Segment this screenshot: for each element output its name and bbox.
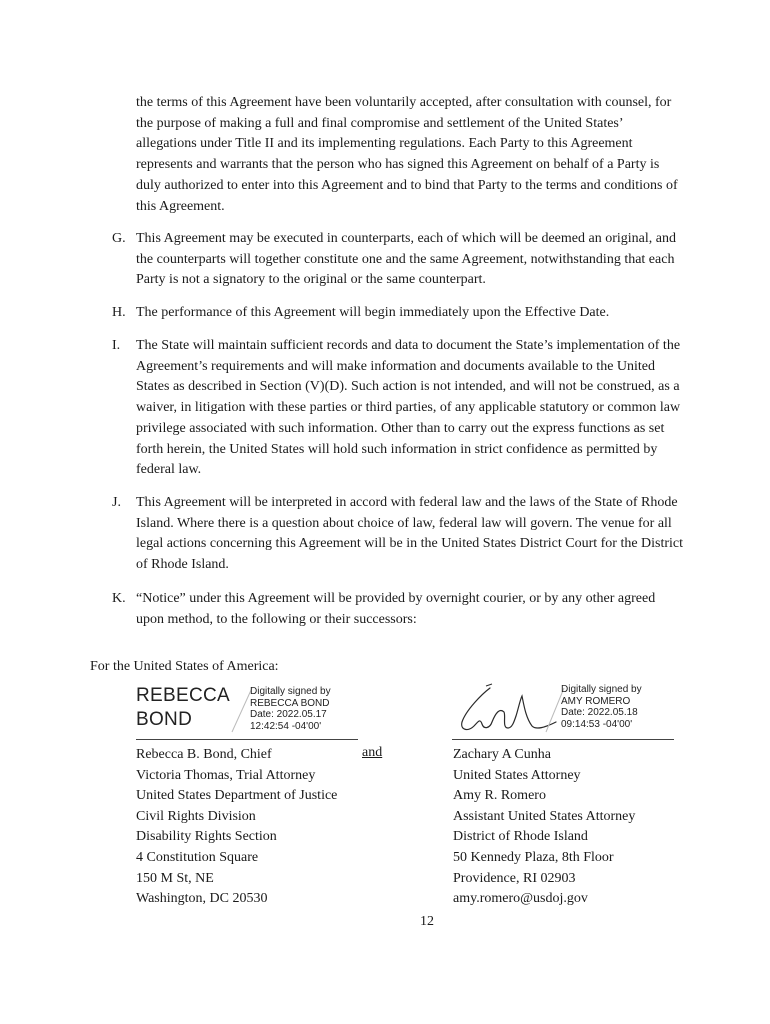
- address-line: Civil Rights Division: [136, 808, 256, 824]
- email-link[interactable]: amy.romero@usdoj.gov: [453, 891, 588, 907]
- clause-letter: I.: [112, 338, 121, 353]
- clause-letter: K.: [112, 591, 126, 606]
- address-line: 4 Constitution Square: [136, 849, 259, 865]
- clause-text: The performance of this Agreement will begin immediately upon the Effective Date.: [136, 305, 610, 320]
- continuation-paragraph: the terms of this Agreement have been voluntarily accepted, after consultation with counsel, for the purpose of making a full and final compromise and settlement of the United States’ allegations under Title II and its implementing regulations. Each Party to this Agreement represents and warrants that the person who has signed this Agreement on behalf of a Party is duly authorized to enter into this Agreement and to bind that Party to the terms and conditions of this Agreement.: [136, 95, 678, 214]
- right-address-block: [453, 745, 635, 910]
- signature-line: [452, 739, 674, 740]
- clause-j: [112, 493, 684, 576]
- address-line: Victoria Thomas, Trial Attorney: [136, 767, 316, 783]
- address-line: United States Department of Justice: [136, 788, 338, 804]
- left-address-block: [136, 745, 337, 910]
- signature-line: [136, 739, 358, 740]
- clause-text: The State will maintain sufficient records and data to document the State’s implementation of the Agreement’s requirements and will make information and documents available to the United States as described in Section (V)(D). Such action is not intended, and will not be construed, as a waiver, in litigation with these parties or third parties, of any applicable statutory or common law privilege associated with such information. Other than to carry out the express functions as set forth herein, the United States will hold such information in strict confidence as permitted by federal law.: [136, 338, 681, 478]
- signature-name: REBECCA BOND: [136, 685, 230, 730]
- page-number: 12: [420, 914, 434, 929]
- address-line: United States Attorney: [453, 767, 581, 783]
- signature-metadata: Digitally signed by AMY ROMERO Date: 2022.05.18 09:14:53 -04'00': [561, 684, 642, 730]
- clause-h: [112, 303, 684, 324]
- address-line: Disability Rights Section: [136, 829, 277, 845]
- clause-text: “Notice” under this Agreement will be provided by overnight courier, or by any other agreed upon method, to the following or their successors:: [136, 591, 656, 627]
- address-line: Zachary A Cunha: [453, 747, 551, 762]
- signature-rebecca-bond: [136, 684, 366, 740]
- clause-letter: H.: [112, 305, 126, 320]
- address-line: Providence, RI 02903: [453, 870, 576, 886]
- clause-i: [112, 336, 684, 481]
- address-line: Rebecca B. Bond, Chief: [136, 747, 272, 762]
- for-united-states-heading: For the United States of America:: [90, 659, 279, 674]
- address-line: 150 M St, NE: [136, 870, 214, 886]
- and-conjunction: and: [362, 745, 383, 760]
- address-line: Amy R. Romero: [453, 788, 546, 804]
- clause-k: [112, 589, 684, 630]
- clause-letter: J.: [112, 495, 121, 510]
- address-line: Assistant United States Attorney: [453, 808, 636, 824]
- address-line: District of Rhode Island: [453, 829, 588, 845]
- address-line: 50 Kennedy Plaza, 8th Floor: [453, 849, 614, 865]
- clause-text: This Agreement may be executed in counterparts, each of which will be deemed an original, and the counterparts will together constitute one and the same Agreement, notwithstanding that each Party is not a signatory to the original or the same counterpart.: [136, 231, 676, 288]
- signature-amy-romero: [452, 682, 682, 740]
- clause-g: [112, 229, 684, 291]
- clause-text: This Agreement will be interpreted in accord with federal law and the laws of the State of Rhode Island. Where there is a question about choice of law, federal law will govern. The venue for all legal actions concerning this Agreement will be in the United States District Court for the District of Rhode Island.: [136, 495, 684, 573]
- address-line: Washington, DC 20530: [136, 891, 268, 907]
- signature-metadata: Digitally signed by REBECCA BOND Date: 2022.05.17 12:42:54 -04'00': [250, 686, 331, 732]
- clause-letter: G.: [112, 231, 126, 246]
